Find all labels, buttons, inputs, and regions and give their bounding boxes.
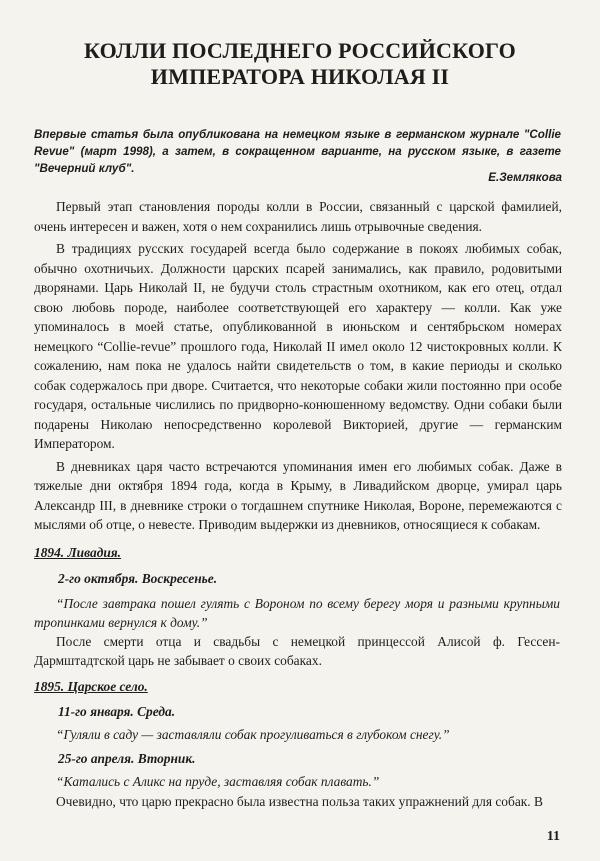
- section-heading-1894: 1894. Ливадия.: [34, 545, 122, 560]
- diary-date-oct-2: 2-го октября. Воскресенье.: [58, 571, 218, 586]
- page-number: 11: [546, 829, 560, 844]
- closing-paragraph: Очевидно, что царю прекрасно была известна польза таких упражнений для собак. В: [56, 794, 543, 809]
- title-line-1: КОЛЛИ ПОСЛЕДНЕГО РОССИЙСКОГО: [84, 38, 516, 63]
- section-heading-1895: 1895. Царское село.: [34, 679, 148, 694]
- diary-quote-2: “Гуляли в саду — заставляли собак прогуливаться в глубоком снегу.”: [56, 727, 450, 742]
- note-paragraph: После смерти отца и свадьбы с немецкой принцессой Алисой ф. Гессен-Дармштадтской царь не забывает о своих собаках.: [34, 634, 560, 668]
- diary-quote-3: “Катались с Аликс на пруде, заставляя собак плавать.”: [56, 774, 380, 789]
- author-name: Е.Землякова: [488, 171, 562, 184]
- intro-note: Впервые статья была опубликована на немецком языке в германском журнале "Collie Revue" (март 1998), а затем, в сокращенном варианте, на русском языке, в газете "Вечерний клуб".: [34, 128, 561, 175]
- body-paragraph-2: В традициях русских государей всегда было содержание в покоях любимых собак, обычно охотничьих. Должности царских псарей занимались, как правило, родовитыми дворянами. Царь Николай II, не будучи столь страстным охотником, как его отец, отдал свою любовь породе, наиболее соответствующей его характеру — колли. Как уже упоминалось в моей статье, опубликованной в июньском и сентябрьском номерах немецкого “Collie-revue” прошлого года, Николай II имел около 12 чистокровных колли. К сожалению, нам пока не удалось найти свидетельств о том, в какие периоды и сколько собак содержалось при дворе. Считается, что некоторые собаки жили постоянно при особе государя, остальные числились по придворно-конюшенному ведомству. Одни собаки были подарены Николаю непосредственно королевой Викторией, другие — германским Императором.: [34, 241, 562, 451]
- diary-quote-1: “После завтрака пошел гулять с Вороном по всему берегу моря и разными крупными тропинками вернулся к дому.”: [34, 596, 560, 630]
- title-line-2: ИМПЕРАТОРА НИКОЛАЯ II: [150, 64, 450, 89]
- diary-date-jan-11: 11-го января. Среда.: [58, 704, 176, 719]
- article-title: [40, 38, 560, 90]
- body-paragraph-3: В дневниках царя часто встречаются упоминания имен его любимых собак. Даже в тяжелые дни октября 1894 года, когда в Крыму, в Ливадийском дворце, умирал царь Александр III, в дневнике строки о тогдашнем спутнике Николая, Вороне, перемежаются с мыслями об отце, о невесте. Приводим выдержки из дневников, относящиеся к собакам.: [34, 458, 562, 532]
- article-body: [34, 197, 562, 538]
- diary-date-apr-25: 25-го апреля. Вторник.: [58, 751, 196, 766]
- body-paragraph-1: Первый этап становления породы колли в России, связанный с царской фамилией, очень интересен и важен, хотя о нем сохранились лишь отрывочные сведения.: [34, 199, 562, 234]
